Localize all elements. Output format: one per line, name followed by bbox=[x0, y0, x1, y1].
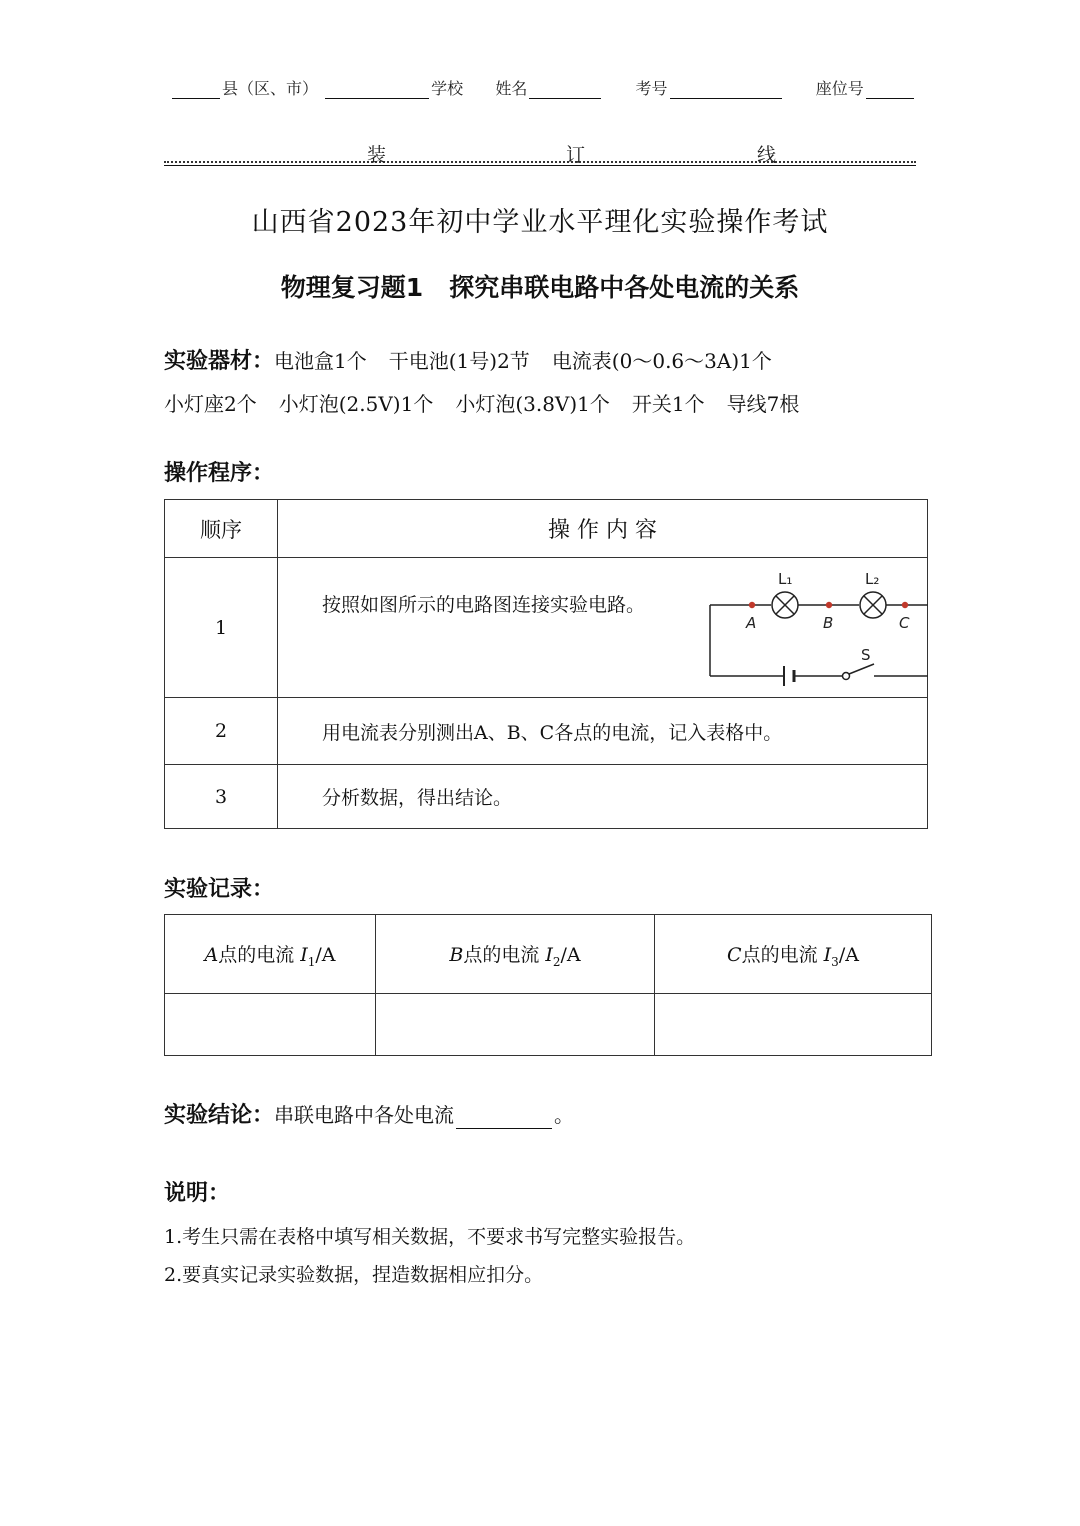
switch-icon bbox=[843, 673, 850, 680]
materials-line-1 bbox=[164, 344, 772, 375]
column-header-b: B点的电流 $I_2/A$ bbox=[376, 915, 655, 994]
subtitle-topic: 探究串联电路中各处电流的关系 bbox=[449, 273, 800, 302]
material-item: 小灯泡(3.8V)1个 bbox=[455, 392, 610, 416]
table-row bbox=[165, 558, 928, 698]
row-text: 用电流表分别测出A、B、C各点的电流，记入表格中。 bbox=[278, 698, 928, 765]
point-b-label: B bbox=[823, 614, 834, 632]
school-label: 学校 bbox=[431, 79, 464, 98]
notes-heading: 说明： bbox=[164, 1181, 231, 1206]
table-row bbox=[165, 698, 928, 765]
material-item: 导线7根 bbox=[726, 392, 800, 416]
name-blank[interactable] bbox=[529, 82, 601, 99]
notes-list bbox=[164, 1218, 695, 1294]
material-item: 电池盒1个 bbox=[274, 349, 367, 373]
row-number: 2 bbox=[165, 698, 278, 765]
material-item: 干电池(1号)2节 bbox=[388, 349, 530, 373]
point-c-dot bbox=[902, 602, 908, 608]
list-item: 2.要真实记录实验数据，捏造数据相应扣分。 bbox=[164, 1264, 544, 1286]
exam-no-blank[interactable] bbox=[670, 82, 782, 99]
conclusion-line bbox=[164, 1098, 574, 1129]
binding-char-2: 订 bbox=[566, 144, 586, 166]
column-header-c: C点的电流 $I_3/A$ bbox=[655, 915, 932, 994]
switch-label: S bbox=[861, 646, 871, 664]
table-header-row bbox=[165, 500, 928, 558]
seat-no-blank[interactable] bbox=[866, 82, 914, 99]
page-title: 山西省2023年初中学业水平理化实验操作考试 bbox=[251, 207, 829, 238]
binding-char-1: 装 bbox=[367, 144, 387, 166]
material-item: 开关1个 bbox=[631, 392, 705, 416]
point-c-label: C bbox=[899, 614, 910, 632]
point-a-label: A bbox=[746, 614, 757, 632]
current-c-cell[interactable] bbox=[655, 994, 932, 1056]
school-blank[interactable] bbox=[325, 82, 429, 99]
lamp-1-label: L₁ bbox=[778, 570, 793, 588]
materials-line-2 bbox=[164, 388, 799, 417]
lamp-2-label: L₂ bbox=[865, 570, 880, 588]
column-header-a: A点的电流 $I_1/A$ bbox=[165, 915, 376, 994]
seat-no-label: 座位号 bbox=[815, 79, 864, 98]
table-row bbox=[165, 994, 932, 1056]
candidate-info-line bbox=[170, 76, 916, 99]
exam-no-label: 考号 bbox=[635, 79, 668, 98]
page-subtitle bbox=[0, 268, 1080, 304]
conclusion-end: 。 bbox=[554, 1103, 575, 1127]
name-label: 姓名 bbox=[495, 79, 528, 98]
binding-line bbox=[164, 140, 916, 166]
materials-heading: 实验器材： bbox=[164, 349, 275, 374]
conclusion-blank[interactable] bbox=[456, 1110, 552, 1129]
row-number: 3 bbox=[165, 765, 278, 829]
conclusion-text: 串联电路中各处电流 bbox=[274, 1103, 455, 1127]
column-header-order: 顺序 bbox=[165, 500, 278, 558]
point-a-dot bbox=[749, 602, 755, 608]
county-label: 县（区、市） bbox=[222, 79, 319, 98]
row-number: 1 bbox=[165, 558, 278, 698]
procedure-heading: 操作程序： bbox=[164, 461, 275, 486]
table-header-row bbox=[165, 915, 932, 994]
binding-char-3: 线 bbox=[757, 144, 777, 166]
material-item: 小灯座2个 bbox=[164, 392, 257, 416]
list-item: 1.考生只需在表格中填写相关数据，不要求书写完整实验报告。 bbox=[164, 1226, 696, 1248]
current-b-cell[interactable] bbox=[376, 994, 655, 1056]
circuit-diagram bbox=[698, 558, 928, 698]
material-item: 小灯泡(2.5V)1个 bbox=[278, 392, 434, 416]
subtitle-prefix: 物理复习题1 bbox=[280, 273, 424, 302]
material-item: 电流表(0～0.6～3A)1个 bbox=[551, 349, 772, 373]
point-b-dot bbox=[826, 602, 832, 608]
row-text: 按照如图所示的电路图连接实验电路。 bbox=[322, 594, 646, 616]
table-row bbox=[165, 765, 928, 829]
record-table bbox=[164, 914, 932, 1056]
county-blank[interactable] bbox=[172, 82, 220, 99]
current-a-cell[interactable] bbox=[165, 994, 376, 1056]
record-heading: 实验记录： bbox=[164, 877, 275, 902]
conclusion-heading: 实验结论： bbox=[164, 1103, 275, 1128]
procedure-table bbox=[164, 499, 928, 829]
row-text: 分析数据，得出结论。 bbox=[278, 765, 928, 829]
column-header-content: 操 作 内 容 bbox=[278, 500, 928, 558]
